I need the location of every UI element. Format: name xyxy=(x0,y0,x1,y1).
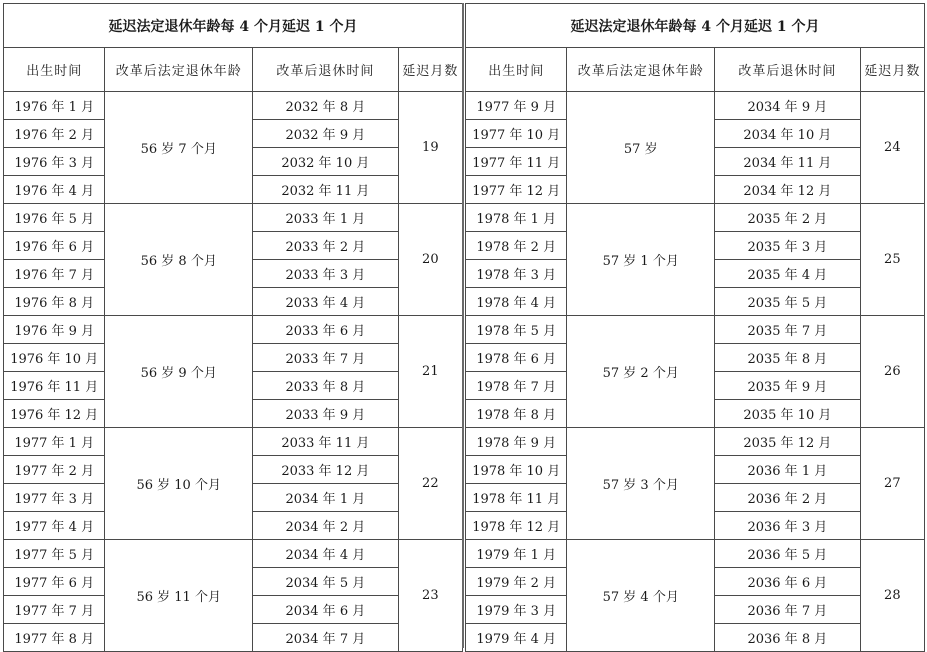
retirement-age-cell: 56 岁 10 个月 xyxy=(105,428,253,540)
retirement-time-cell: 2034 年 2 月 xyxy=(253,512,399,540)
birth-time-cell: 1976 年 1 月 xyxy=(4,92,105,120)
retirement-time-cell: 2033 年 1 月 xyxy=(253,204,399,232)
birth-time-cell: 1978 年 9 月 xyxy=(466,428,567,456)
table-row xyxy=(4,540,463,568)
birth-time-cell: 1977 年 1 月 xyxy=(4,428,105,456)
table-row xyxy=(466,540,925,568)
retirement-time-cell: 2033 年 9 月 xyxy=(253,400,399,428)
header-retirement-age: 改革后法定退休年龄 xyxy=(567,48,715,92)
birth-time-cell: 1978 年 3 月 xyxy=(466,260,567,288)
table-row xyxy=(466,428,925,456)
retirement-time-cell: 2034 年 4 月 xyxy=(253,540,399,568)
header-delay-months: 延迟月数 xyxy=(398,48,462,92)
panel-divider xyxy=(462,3,464,648)
retirement-time-cell: 2032 年 9 月 xyxy=(253,120,399,148)
retirement-age-cell: 56 岁 8 个月 xyxy=(105,204,253,316)
birth-time-cell: 1978 年 8 月 xyxy=(466,400,567,428)
header-birth-time: 出生时间 xyxy=(4,48,105,92)
retirement-age-cell: 57 岁 1 个月 xyxy=(567,204,715,316)
retirement-time-cell: 2033 年 6 月 xyxy=(253,316,399,344)
birth-time-cell: 1977 年 10 月 xyxy=(466,120,567,148)
birth-time-cell: 1979 年 1 月 xyxy=(466,540,567,568)
retirement-time-cell: 2034 年 12 月 xyxy=(715,176,861,204)
delay-months-cell: 19 xyxy=(398,92,462,204)
table-title: 延迟法定退休年龄每 4 个月延迟 1 个月 xyxy=(466,4,925,48)
header-birth-time: 出生时间 xyxy=(466,48,567,92)
retirement-time-cell: 2032 年 8 月 xyxy=(253,92,399,120)
birth-time-cell: 1976 年 9 月 xyxy=(4,316,105,344)
birth-time-cell: 1977 年 8 月 xyxy=(4,624,105,652)
retirement-time-cell: 2034 年 1 月 xyxy=(253,484,399,512)
delay-months-cell: 23 xyxy=(398,540,462,652)
table-row xyxy=(4,316,463,344)
retirement-time-cell: 2035 年 2 月 xyxy=(715,204,861,232)
retirement-table-right xyxy=(465,3,925,652)
header-retirement-age: 改革后法定退休年龄 xyxy=(105,48,253,92)
header-retirement-time: 改革后退休时间 xyxy=(253,48,399,92)
retirement-time-cell: 2034 年 6 月 xyxy=(253,596,399,624)
birth-time-cell: 1976 年 12 月 xyxy=(4,400,105,428)
retirement-time-cell: 2032 年 10 月 xyxy=(253,148,399,176)
retirement-time-cell: 2033 年 12 月 xyxy=(253,456,399,484)
birth-time-cell: 1977 年 6 月 xyxy=(4,568,105,596)
birth-time-cell: 1977 年 5 月 xyxy=(4,540,105,568)
birth-time-cell: 1978 年 7 月 xyxy=(466,372,567,400)
birth-time-cell: 1977 年 9 月 xyxy=(466,92,567,120)
retirement-time-cell: 2036 年 2 月 xyxy=(715,484,861,512)
table-title: 延迟法定退休年龄每 4 个月延迟 1 个月 xyxy=(4,4,463,48)
birth-time-cell: 1979 年 4 月 xyxy=(466,624,567,652)
header-delay-months: 延迟月数 xyxy=(860,48,924,92)
birth-time-cell: 1979 年 2 月 xyxy=(466,568,567,596)
retirement-age-cell: 57 岁 xyxy=(567,92,715,204)
retirement-time-cell: 2035 年 10 月 xyxy=(715,400,861,428)
retirement-time-cell: 2036 年 7 月 xyxy=(715,596,861,624)
birth-time-cell: 1978 年 12 月 xyxy=(466,512,567,540)
delay-months-cell: 27 xyxy=(860,428,924,540)
retirement-time-cell: 2036 年 8 月 xyxy=(715,624,861,652)
birth-time-cell: 1977 年 3 月 xyxy=(4,484,105,512)
birth-time-cell: 1976 年 10 月 xyxy=(4,344,105,372)
birth-time-cell: 1978 年 1 月 xyxy=(466,204,567,232)
birth-time-cell: 1977 年 12 月 xyxy=(466,176,567,204)
retirement-age-cell: 56 岁 7 个月 xyxy=(105,92,253,204)
birth-time-cell: 1976 年 4 月 xyxy=(4,176,105,204)
retirement-age-cell: 57 岁 2 个月 xyxy=(567,316,715,428)
delay-months-cell: 25 xyxy=(860,204,924,316)
retirement-table-left xyxy=(3,3,463,652)
retirement-time-cell: 2035 年 5 月 xyxy=(715,288,861,316)
table-row xyxy=(466,316,925,344)
retirement-time-cell: 2036 年 3 月 xyxy=(715,512,861,540)
birth-time-cell: 1976 年 11 月 xyxy=(4,372,105,400)
retirement-time-cell: 2035 年 3 月 xyxy=(715,232,861,260)
retirement-time-cell: 2034 年 11 月 xyxy=(715,148,861,176)
table-row xyxy=(4,92,463,120)
retirement-time-cell: 2035 年 9 月 xyxy=(715,372,861,400)
table-row xyxy=(4,428,463,456)
birth-time-cell: 1976 年 3 月 xyxy=(4,148,105,176)
retirement-time-cell: 2033 年 2 月 xyxy=(253,232,399,260)
retirement-time-cell: 2032 年 11 月 xyxy=(253,176,399,204)
birth-time-cell: 1978 年 5 月 xyxy=(466,316,567,344)
retirement-age-cell: 57 岁 4 个月 xyxy=(567,540,715,652)
retirement-time-cell: 2033 年 3 月 xyxy=(253,260,399,288)
retirement-time-cell: 2035 年 4 月 xyxy=(715,260,861,288)
birth-time-cell: 1978 年 11 月 xyxy=(466,484,567,512)
delay-months-cell: 22 xyxy=(398,428,462,540)
retirement-time-cell: 2034 年 5 月 xyxy=(253,568,399,596)
retirement-age-cell: 57 岁 3 个月 xyxy=(567,428,715,540)
retirement-age-cell: 56 岁 11 个月 xyxy=(105,540,253,652)
delay-months-cell: 21 xyxy=(398,316,462,428)
delay-months-cell: 20 xyxy=(398,204,462,316)
retirement-time-cell: 2035 年 7 月 xyxy=(715,316,861,344)
birth-time-cell: 1977 年 11 月 xyxy=(466,148,567,176)
table-row xyxy=(466,92,925,120)
table-row xyxy=(466,204,925,232)
retirement-time-cell: 2034 年 10 月 xyxy=(715,120,861,148)
birth-time-cell: 1976 年 5 月 xyxy=(4,204,105,232)
birth-time-cell: 1978 年 2 月 xyxy=(466,232,567,260)
birth-time-cell: 1979 年 3 月 xyxy=(466,596,567,624)
delay-months-cell: 28 xyxy=(860,540,924,652)
retirement-time-cell: 2034 年 7 月 xyxy=(253,624,399,652)
birth-time-cell: 1977 年 7 月 xyxy=(4,596,105,624)
retirement-time-cell: 2033 年 4 月 xyxy=(253,288,399,316)
retirement-time-cell: 2033 年 8 月 xyxy=(253,372,399,400)
birth-time-cell: 1976 年 8 月 xyxy=(4,288,105,316)
retirement-time-cell: 2034 年 9 月 xyxy=(715,92,861,120)
table-row xyxy=(4,204,463,232)
retirement-time-cell: 2036 年 6 月 xyxy=(715,568,861,596)
birth-time-cell: 1976 年 2 月 xyxy=(4,120,105,148)
delay-months-cell: 26 xyxy=(860,316,924,428)
retirement-time-cell: 2035 年 12 月 xyxy=(715,428,861,456)
retirement-time-cell: 2035 年 8 月 xyxy=(715,344,861,372)
birth-time-cell: 1977 年 4 月 xyxy=(4,512,105,540)
birth-time-cell: 1978 年 4 月 xyxy=(466,288,567,316)
birth-time-cell: 1976 年 6 月 xyxy=(4,232,105,260)
birth-time-cell: 1978 年 6 月 xyxy=(466,344,567,372)
retirement-time-cell: 2036 年 5 月 xyxy=(715,540,861,568)
birth-time-cell: 1978 年 10 月 xyxy=(466,456,567,484)
birth-time-cell: 1977 年 2 月 xyxy=(4,456,105,484)
retirement-time-cell: 2033 年 11 月 xyxy=(253,428,399,456)
retirement-time-cell: 2036 年 1 月 xyxy=(715,456,861,484)
retirement-time-cell: 2033 年 7 月 xyxy=(253,344,399,372)
retirement-age-cell: 56 岁 9 个月 xyxy=(105,316,253,428)
right-table-panel xyxy=(465,3,925,652)
header-retirement-time: 改革后退休时间 xyxy=(715,48,861,92)
birth-time-cell: 1976 年 7 月 xyxy=(4,260,105,288)
delay-months-cell: 24 xyxy=(860,92,924,204)
left-table-panel xyxy=(3,3,463,652)
